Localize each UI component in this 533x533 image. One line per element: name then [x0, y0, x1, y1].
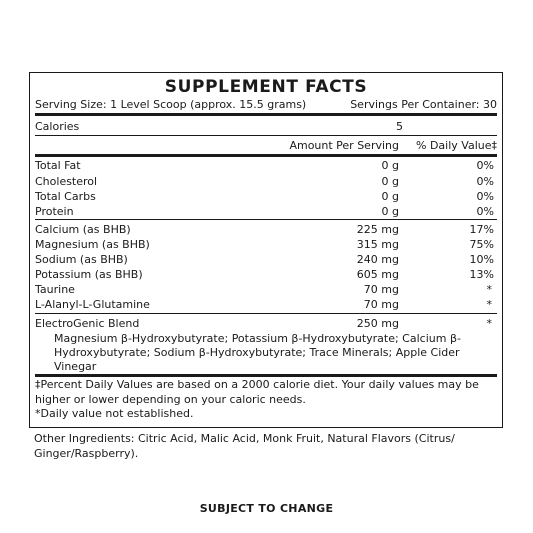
nutrient-amount: 225 mg: [356, 223, 399, 236]
divider: [35, 374, 497, 377]
nutrient-dv: 0%: [476, 205, 494, 218]
nutrient-dv: *: [486, 283, 492, 296]
other-ingredients: Other Ingredients: Citric Acid, Malic Acid, Monk Fruit, Natural Flavors (Citrus/ Ginger/Raspberry).: [34, 432, 455, 460]
nutrient-amount: 240 mg: [356, 253, 399, 266]
divider: [35, 313, 497, 314]
nutrient-dv: 0%: [476, 159, 494, 172]
not-established-footnote: *Daily value not established.: [35, 407, 194, 420]
divider: [35, 219, 497, 220]
nutrient-dv: 13%: [469, 268, 494, 281]
divider: [35, 154, 497, 157]
panel-title: SUPPLEMENT FACTS: [164, 77, 368, 97]
blend-amount: 250 mg: [356, 317, 399, 330]
subject-to-change-notice: SUBJECT TO CHANGE: [199, 502, 334, 515]
nutrient-amount: 315 mg: [356, 238, 399, 251]
nutrient-name: Cholesterol: [35, 175, 98, 188]
blend-dv: *: [486, 317, 492, 330]
calories-label: Calories: [35, 120, 80, 133]
nutrient-name: Potassium (as BHB): [35, 268, 143, 281]
servings-per-container: Servings Per Container: 30: [350, 98, 497, 111]
nutrient-name: Total Fat: [35, 159, 81, 172]
panel-content: [35, 73, 497, 429]
footnotes: [35, 378, 497, 422]
blend-ingredients: Magnesium β-Hydroxybutyrate; Potassium β-Hydroxybutyrate; Calcium β-Hydroxybutyrate; Sodium β-Hydroxybutyrate; Trace Minerals; Apple Cider Vinegar: [54, 332, 461, 373]
calories-value: 5: [396, 120, 403, 133]
divider: [35, 135, 497, 136]
amount-per-serving-header: Amount Per Serving: [289, 139, 399, 152]
nutrient-amount: 70 mg: [363, 298, 399, 311]
nutrient-name: Calcium (as BHB): [35, 223, 131, 236]
nutrient-dv: 10%: [469, 253, 494, 266]
divider: [35, 113, 497, 116]
supplement-facts-panel: [29, 72, 503, 428]
serving-size: Serving Size: 1 Level Scoop (approx. 15.5 grams): [35, 98, 307, 111]
nutrient-name: L-Alanyl-L-Glutamine: [35, 298, 150, 311]
nutrient-amount: 605 mg: [356, 268, 399, 281]
nutrient-amount: 0 g: [381, 175, 399, 188]
nutrient-name: Taurine: [35, 283, 75, 296]
nutrient-name: Sodium (as BHB): [35, 253, 128, 266]
nutrient-amount: 0 g: [381, 159, 399, 172]
nutrient-amount: 0 g: [381, 205, 399, 218]
nutrient-amount: 0 g: [381, 190, 399, 203]
nutrient-dv: 0%: [476, 190, 494, 203]
daily-value-footnote: ‡Percent Daily Values are based on a 2000 calorie diet. Your daily values may be higher or lower depending on your caloric needs.: [35, 378, 479, 406]
nutrient-dv: *: [486, 298, 492, 311]
nutrient-name: Protein: [35, 205, 74, 218]
nutrient-name: Magnesium (as BHB): [35, 238, 150, 251]
nutrient-amount: 70 mg: [363, 283, 399, 296]
blend-name: ElectroGenic Blend: [35, 317, 140, 330]
daily-value-header: % Daily Value‡: [416, 139, 497, 152]
nutrient-dv: 75%: [469, 238, 494, 251]
nutrient-name: Total Carbs: [35, 190, 96, 203]
nutrient-dv: 17%: [469, 223, 494, 236]
nutrient-dv: 0%: [476, 175, 494, 188]
